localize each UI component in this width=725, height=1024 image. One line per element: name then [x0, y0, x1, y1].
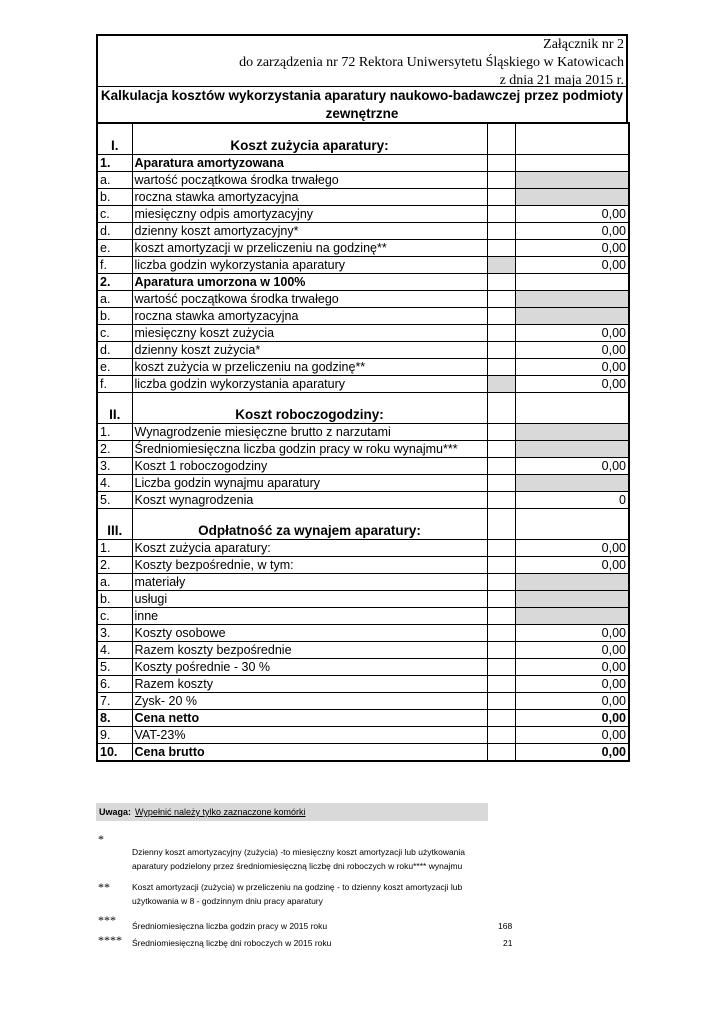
footnote-mark: **** [98, 933, 122, 947]
row-value: 0,00 [515, 557, 629, 574]
ordinance-date: z dnia 21 maja 2015 r. [499, 73, 624, 88]
footnote-text: użytkowania w 8 - godzinnym dniu pracy aparatury [132, 896, 323, 906]
row-number: 1. [97, 424, 132, 441]
row-value: 0,00 [515, 727, 629, 744]
row-label: Wynagrodzenie miesięczne brutto z narzutami [132, 424, 487, 441]
table-row [97, 693, 629, 710]
row-value: 0 [515, 492, 629, 509]
row-label: wartość początkowa środka trwałego [132, 291, 487, 308]
footnote-text: aparatury podzielony przez średniomiesięczną liczbę dni roboczych w roku**** wynajmu [132, 861, 463, 871]
table-row [97, 274, 629, 291]
row-number: a. [97, 172, 132, 189]
row-number: b. [97, 591, 132, 608]
section-header [97, 509, 629, 540]
row-value: 0,00 [515, 659, 629, 676]
section-label: Odpłatność za wynajem aparatury: [132, 509, 487, 540]
input-cell[interactable] [515, 441, 629, 458]
row-number: f. [97, 376, 132, 393]
row-number: c. [97, 325, 132, 342]
input-cell[interactable] [487, 376, 515, 393]
row-label: Liczba godzin wynajmu aparatury [132, 475, 487, 492]
row-label: koszt amortyzacji w przeliczeniu na godzinę** [132, 240, 487, 257]
row-label: Cena netto [132, 710, 487, 727]
table-row [97, 155, 629, 172]
annex-number: Załącznik nr 2 [543, 37, 624, 52]
row-number: 2. [97, 557, 132, 574]
row-number: 6. [97, 676, 132, 693]
row-number: e. [97, 240, 132, 257]
row-label: miesięczny koszt zużycia [132, 325, 487, 342]
input-cell[interactable] [515, 574, 629, 591]
section-number: II. [97, 393, 132, 424]
row-number: 9. [97, 727, 132, 744]
ordinance-reference: do zarządzenia nr 72 Rektora Uniwersytetu Śląskiego w Katowicach [239, 55, 624, 70]
table-row [97, 424, 629, 441]
row-label: dzienny koszt zużycia* [132, 342, 487, 359]
footnote-value: 168 [498, 921, 513, 931]
row-label: Koszty pośrednie - 30 % [132, 659, 487, 676]
table-row [97, 172, 629, 189]
table-row [97, 591, 629, 608]
row-label: inne [132, 608, 487, 625]
row-value: 0,00 [515, 676, 629, 693]
document-header [96, 34, 628, 86]
table-row [97, 540, 629, 557]
table-row [97, 441, 629, 458]
footnote-value: 21 [503, 938, 513, 948]
section-header [97, 123, 629, 155]
footnote-mark: *** [98, 913, 116, 927]
row-value: 0,00 [515, 458, 629, 475]
row-number: c. [97, 206, 132, 223]
row-number: 3. [97, 625, 132, 642]
row-number: 2. [97, 441, 132, 458]
table-row [97, 189, 629, 206]
table-row [97, 458, 629, 475]
row-label: roczna stawka amortyzacyjna [132, 189, 487, 206]
footnote-mark: ** [98, 880, 110, 894]
table-row [97, 376, 629, 393]
footnote-text: Średniomiesięczna liczba godzin pracy w 2015 roku [132, 921, 328, 931]
row-label: koszt zużycia w przeliczeniu na godzinę** [132, 359, 487, 376]
input-cell[interactable] [515, 591, 629, 608]
row-label: liczba godzin wykorzystania aparatury [132, 257, 487, 274]
row-number: 10. [97, 744, 132, 762]
input-cell[interactable] [515, 475, 629, 492]
table-row [97, 257, 629, 274]
row-number: 5. [97, 659, 132, 676]
table-row [97, 223, 629, 240]
row-label: miesięczny odpis amortyzacyjny [132, 206, 487, 223]
input-cell[interactable] [515, 424, 629, 441]
row-label: wartość początkowa środka trwałego [132, 172, 487, 189]
row-label: Razem koszty [132, 676, 487, 693]
row-value: 0,00 [515, 240, 629, 257]
row-label: Koszt 1 roboczogodziny [132, 458, 487, 475]
table-row [97, 342, 629, 359]
row-label: Koszt wynagrodzenia [132, 492, 487, 509]
row-number: d. [97, 223, 132, 240]
table-row [97, 557, 629, 574]
row-number: a. [97, 291, 132, 308]
row-label: Koszt zużycia aparatury: [132, 540, 487, 557]
row-number: f. [97, 257, 132, 274]
input-cell[interactable] [515, 189, 629, 206]
table-row [97, 291, 629, 308]
row-number: b. [97, 308, 132, 325]
row-value: 0,00 [515, 359, 629, 376]
row-value: 0,00 [515, 710, 629, 727]
table-row [97, 676, 629, 693]
row-label: Średniomiesięczna liczba godzin pracy w roku wynajmu*** [132, 441, 487, 458]
row-label: VAT-23% [132, 727, 487, 744]
row-label: usługi [132, 591, 487, 608]
row-value: 0,00 [515, 540, 629, 557]
footnote-text: Koszt amortyzacji (zużycia) w przeliczeniu na godzinę - to dzienny koszt amortyzacji lub [132, 882, 463, 892]
section-number: I. [97, 123, 132, 155]
page-title [96, 86, 628, 122]
row-label: Aparatura amortyzowana [132, 155, 487, 172]
row-value: 0,00 [515, 744, 629, 762]
row-number: 4. [97, 475, 132, 492]
row-value: 0,00 [515, 376, 629, 393]
row-number: a. [97, 574, 132, 591]
row-value [515, 274, 629, 291]
table-row [97, 642, 629, 659]
row-label: liczba godzin wykorzystania aparatury [132, 376, 487, 393]
input-cell[interactable] [515, 608, 629, 625]
row-number: 5. [97, 492, 132, 509]
section-label: Koszt zużycia aparatury: [132, 123, 487, 155]
calculation-table [96, 122, 630, 762]
row-label: roczna stawka amortyzacyjna [132, 308, 487, 325]
section-number: III. [97, 509, 132, 540]
row-label: dzienny koszt amortyzacyjny* [132, 223, 487, 240]
row-value: 0,00 [515, 642, 629, 659]
input-cell[interactable] [487, 257, 515, 274]
row-value [515, 155, 629, 172]
table-row [97, 608, 629, 625]
table-row [97, 710, 629, 727]
row-label: Aparatura umorzona w 100% [132, 274, 487, 291]
table-row [97, 240, 629, 257]
row-label: Razem koszty bezpośrednie [132, 642, 487, 659]
note-text: Wypełnić należy tylko zaznaczone komórki [135, 807, 306, 817]
row-number: c. [97, 608, 132, 625]
input-cell[interactable] [515, 308, 629, 325]
footnote-mark: * [98, 832, 104, 846]
table-row [97, 625, 629, 642]
row-number: 8. [97, 710, 132, 727]
table-row [97, 325, 629, 342]
row-label: Koszty bezpośrednie, w tym: [132, 557, 487, 574]
table-row [97, 659, 629, 676]
row-number: d. [97, 342, 132, 359]
row-label: Cena brutto [132, 744, 487, 762]
note-label: Uwaga: [99, 807, 132, 817]
fill-instruction-note [96, 803, 488, 821]
table-row [97, 492, 629, 509]
row-number: 1. [97, 155, 132, 172]
row-label: Koszty osobowe [132, 625, 487, 642]
input-cell[interactable] [515, 172, 629, 189]
row-number: 1. [97, 540, 132, 557]
title-line-2: zewnętrzne [325, 106, 399, 121]
row-label: materiały [132, 574, 487, 591]
table-row [97, 308, 629, 325]
row-number: 2. [97, 274, 132, 291]
row-value: 0,00 [515, 342, 629, 359]
table-row [97, 727, 629, 744]
title-line-1: Kalkulacja kosztów wykorzystania aparatury naukowo-badawczej przez podmioty [100, 88, 624, 103]
footnote-text: Średniomiesięczną liczbę dni roboczych w 2015 roku [132, 938, 332, 948]
section-label: Koszt roboczogodziny: [132, 393, 487, 424]
table-row [97, 206, 629, 223]
row-number: 4. [97, 642, 132, 659]
footnote-text: Dzienny koszt amortyzacyjny (zużycia) -to miesięczny koszt amortyzacji lub użytkowania [132, 847, 466, 857]
row-value: 0,00 [515, 693, 629, 710]
row-value: 0,00 [515, 325, 629, 342]
table-row [97, 574, 629, 591]
row-number: e. [97, 359, 132, 376]
row-value: 0,00 [515, 625, 629, 642]
table-row [97, 744, 629, 762]
footnote-2 [132, 880, 462, 908]
row-label: Zysk- 20 % [132, 693, 487, 710]
row-value: 0,00 [515, 206, 629, 223]
table-row [97, 475, 629, 492]
row-number: 7. [97, 693, 132, 710]
input-cell[interactable] [515, 291, 629, 308]
row-value: 0,00 [515, 257, 629, 274]
table-row [97, 359, 629, 376]
section-header [97, 393, 629, 424]
row-number: 3. [97, 458, 132, 475]
row-number: b. [97, 189, 132, 206]
footnote-1 [132, 845, 465, 873]
row-value: 0,00 [515, 223, 629, 240]
